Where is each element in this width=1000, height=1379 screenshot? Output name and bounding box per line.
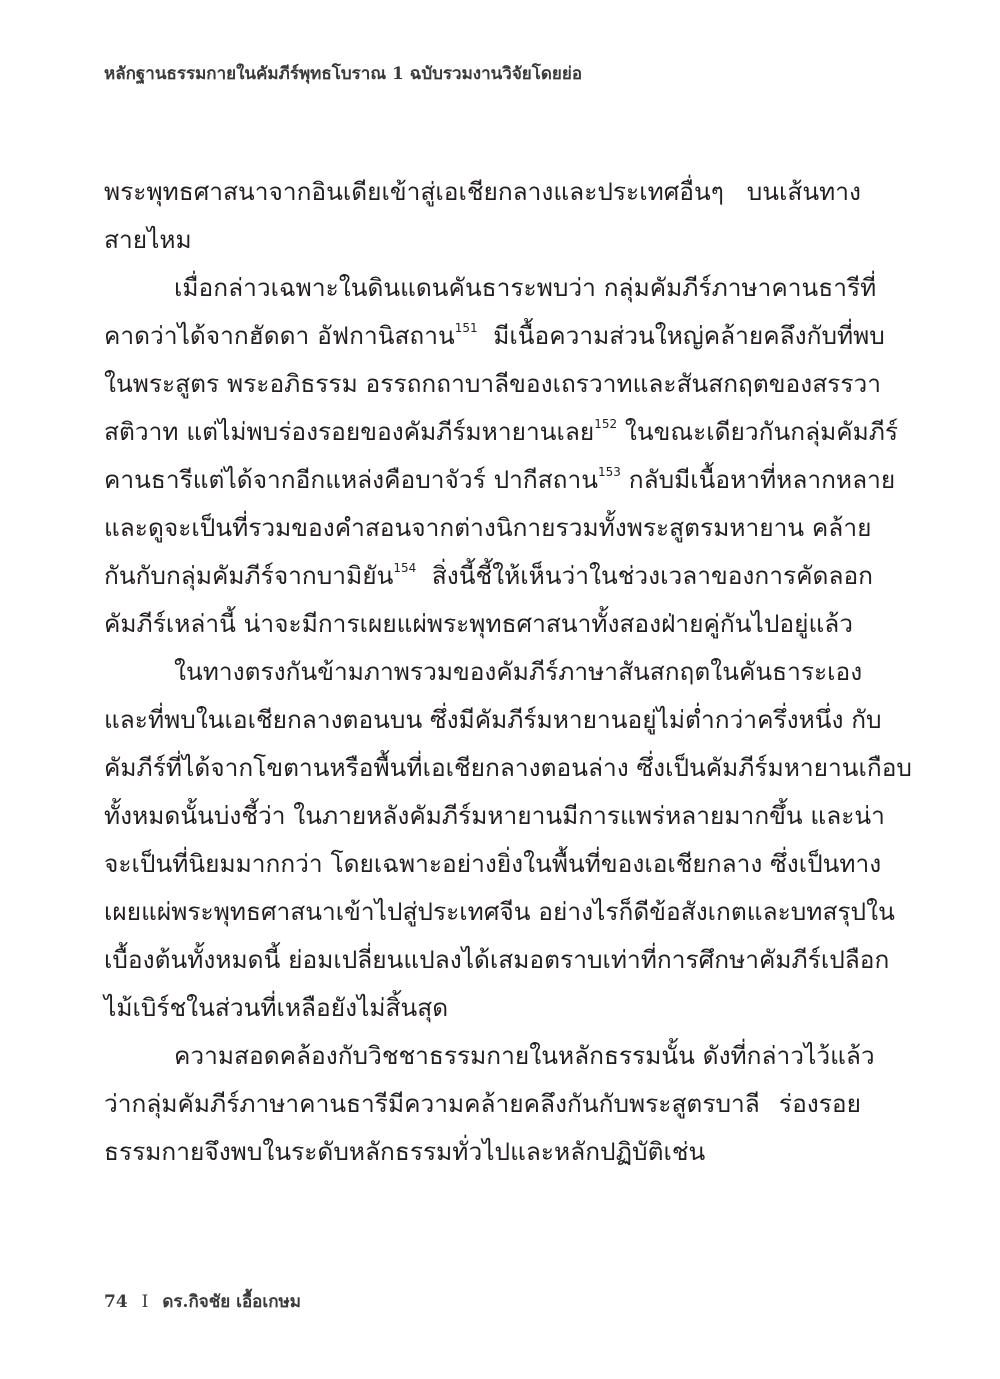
text-line: เมื่อกล่าวเฉพาะในดินแดนคันธาระพบว่า กลุ่มคัมภีร์ภาษาคานธารีที่ [174,273,877,302]
footnote-ref-154: 154 [393,561,417,575]
running-header: หลักฐานธรรมกายในคัมภีร์พุทธโบราณ 1 ฉบับรวมงานวิจัยโดยย่อ [104,64,583,84]
text-line [104,456,896,504]
text-segment: กลับมีเนื้อหาที่หลากหลาย [628,465,896,494]
paragraph-3 [104,648,912,1032]
text-line: สายไหม [104,225,192,254]
text-segment: มีเนื้อความส่วนใหญ่คล้ายคลึงกับที่พบ [493,321,885,350]
text-line: และดูจะเป็นที่รวมของคำสอนจากต่างนิกายรวมทั้งพระสูตรมหายาน คล้าย [104,513,872,542]
paragraph-4 [104,1032,875,1176]
text-segment: คาดว่าได้จากฮัดดา อัฟกานิสถาน [104,321,455,350]
text-line: ในทางตรงกันข้ามภาพรวมของคัมภีร์ภาษาสันสกฤตในคันธาระเอง [174,657,863,686]
paragraph-1 [104,168,861,264]
text-line: เบื้องต้นทั้งหมดนี้ ย่อมเปลี่ยนแปลงได้เสมอตราบเท่าที่การศึกษาคัมภีร์เปลือก [104,945,890,974]
text-line: ว่ากลุ่มคัมภีร์ภาษาคานธารีมีความคล้ายคลึงกันกับพระสูตรบาลี ร่องรอย [104,1089,861,1118]
text-line [104,312,885,360]
text-segment: กันกับกลุ่มคัมภีร์จากบามิยัน [104,561,394,590]
text-line: ธรรมกายจึงพบในระดับหลักธรรมทั่วไปและหลักปฏิบัติเช่น [104,1137,706,1166]
text-line [104,408,899,456]
page-footer [104,1288,301,1315]
text-line: และที่พบในเอเชียกลางตอนบน ซึ่งมีคัมภีร์มหายานอยู่ไม่ต่ำกว่าครึ่งหนึ่ง กับ [104,705,882,734]
page-number: 74 [104,1292,128,1312]
text-segment: ในขณะเดียวกันกลุ่มคัมภีร์ [624,417,899,446]
footnote-ref-153: 153 [598,465,621,479]
author-name: ดร.กิจชัย เอื้อเกษม [162,1292,301,1312]
text-segment: สิ่งนี้ชี้ให้เห็นว่าในช่วงเวลาของการคัดลอก [431,561,874,590]
text-line: คัมภีร์เหล่านี้ น่าจะมีการเผยแผ่พระพุทธศาสนาทั้งสองฝ่ายคู่กันไปอยู่แล้ว [104,609,854,638]
text-line: ทั้งหมดนั้นบ่งชี้ว่า ในภายหลังคัมภีร์มหายานมีการแพร่หลายมากขึ้น และน่า [104,801,885,830]
footnote-ref-152: 152 [594,417,618,431]
text-segment: สติวาท แต่ไม่พบร่องรอยของคัมภีร์มหายานเลย [104,417,595,446]
body-text [104,168,912,1176]
text-line: ไม้เบิร์ชในส่วนที่เหลือยังไม่สิ้นสุด [104,993,449,1022]
paragraph-2 [104,264,899,648]
text-segment: คานธารีแต่ได้จากอีกแหล่งคือบาจัวร์ ปากีสถาน [104,465,599,494]
footer-separator: I [141,1292,149,1312]
text-line: คัมภีร์ที่ได้จากโขตานหรือพื้นที่เอเชียกลางตอนล่าง ซึ่งเป็นคัมภีร์มหายานเกือบ [104,753,912,782]
text-line: พระพุทธศาสนาจากอินเดียเข้าสู่เอเชียกลางและประเทศอื่นๆ บนเส้นทาง [104,177,861,206]
footnote-ref-151: 151 [454,321,478,335]
text-line: เผยแผ่พระพุทธศาสนาเข้าไปสู่ประเทศจีน อย่างไรก็ดีข้อสังเกตและบทสรุปใน [104,897,895,926]
text-line: จะเป็นที่นิยมมากกว่า โดยเฉพาะอย่างยิ่งในพื้นที่ของเอเชียกลาง ซึ่งเป็นทาง [104,849,882,878]
text-line [104,552,874,600]
text-line: ในพระสูตร พระอภิธรรม อรรถกถาบาลีของเถรวาทและสันสกฤตของสรรวา [104,369,882,398]
text-line: ความสอดคล้องกับวิชชาธรรมกายในหลักธรรมนั้น ดังที่กล่าวไว้แล้ว [174,1041,875,1070]
